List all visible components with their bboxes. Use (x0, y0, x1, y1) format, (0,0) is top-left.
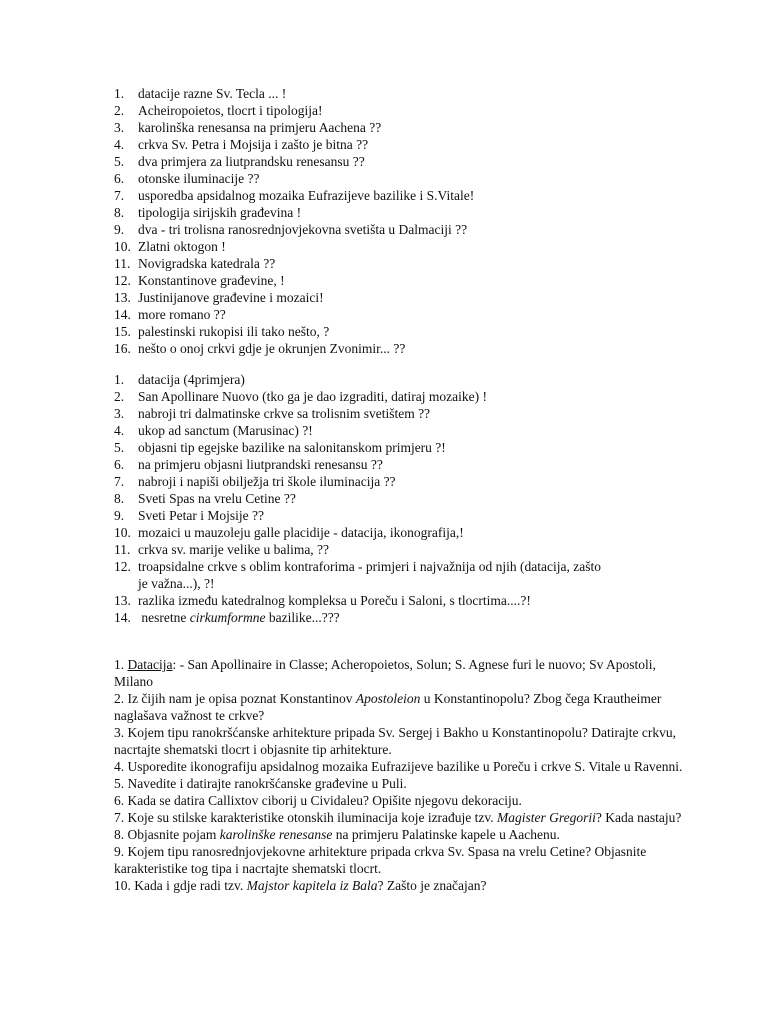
list-item (114, 609, 694, 626)
list-item (114, 238, 694, 255)
item-text-continuation: je važna...), ?! (138, 576, 215, 591)
list-item (114, 323, 694, 340)
item-text-post: na primjeru Palatinske kapele u Aachenu. (332, 827, 560, 842)
item-number: 1. (114, 372, 125, 387)
item-number: 13. (114, 290, 131, 305)
item-text: mozaici u mauzoleju galle placidije - datacija, ikonografija,! (138, 525, 464, 540)
list-item (114, 255, 694, 272)
item-text: palestinski rukopisi ili tako nešto, ? (138, 324, 330, 339)
item-text: razlika između katedralnog kompleksa u Poreču i Saloni, s tlocrtima....?! (138, 593, 531, 608)
list-item (114, 558, 694, 592)
item-text: nešto o onoj crkvi gdje je okrunjen Zvonimir... ?? (138, 341, 406, 356)
item-text-italic: cirkumformne (189, 610, 266, 625)
item-lead-underlined: Datacija (127, 657, 173, 672)
item-text: Sveti Petar i Mojsije ?? (138, 508, 264, 523)
list-item (114, 153, 694, 170)
list-item (114, 136, 694, 153)
item-number: 7. (114, 810, 125, 825)
item-number: 3. (114, 120, 125, 135)
item-text-italic: Magister Gregorii (497, 810, 596, 825)
list-item (114, 405, 694, 422)
item-number: 14. (114, 610, 131, 625)
list-item (114, 524, 694, 541)
item-text: tipologija sirijskih građevina ! (138, 205, 302, 220)
item-text: San Apollinare Nuovo (tko ga je dao izgraditi, datiraj mozaike) ! (138, 389, 488, 404)
item-text-pre: nesretne (138, 610, 190, 625)
item-text: datacije razne Sv. Tecla ... ! (138, 86, 287, 101)
item-text: Justinijanove građevine i mozaici! (138, 290, 324, 305)
item-number: 6. (114, 793, 125, 808)
item-text: na primjeru objasni liutprandski renesansu ?? (138, 457, 383, 472)
item-number: 11. (114, 256, 131, 271)
item-text: Sveti Spas na vrelu Cetine ?? (138, 491, 296, 506)
item-number: 15. (114, 324, 131, 339)
item-number: 2. (114, 103, 125, 118)
item-text: : - San Apollinaire in Classe; Acheropoietos, Solun; S. Agnese furi le nuovo; Sv Apostoli, Milano (114, 657, 656, 689)
list-item (114, 170, 694, 187)
item-text-pre: Objasnite pojam (127, 827, 220, 842)
question-item (114, 758, 694, 775)
item-text-italic: karolinške renesanse (219, 827, 333, 842)
item-number: 3. (114, 725, 125, 740)
item-text: otonske iluminacije ?? (138, 171, 260, 186)
item-number: 5. (114, 154, 125, 169)
item-text: Novigradska katedrala ?? (138, 256, 276, 271)
item-text: ukop ad sanctum (Marusinac) ?! (138, 423, 313, 438)
item-text: crkva Sv. Petra i Mojsija i zašto je bitna ?? (138, 137, 369, 152)
item-number: 10. (114, 878, 131, 893)
item-text: datacija (4primjera) (138, 372, 245, 387)
question-item (114, 826, 694, 843)
item-text: karolinška renesansa na primjeru Aachena ?? (138, 120, 382, 135)
list-item (114, 490, 694, 507)
item-number: 9. (114, 508, 125, 523)
item-text: troapsidalne crkve s oblim kontraforima - primjeri i najvažnija od njih (datacija, zašto (138, 559, 601, 574)
item-text: Navedite i datirajte ranokršćanske građevine u Puli. (127, 776, 407, 791)
item-number: 1. (114, 86, 125, 101)
item-text: Kada se datira Callixtov ciborij u Cividaleu? Opišite njegovu dekoraciju. (127, 793, 522, 808)
list-item (114, 507, 694, 524)
item-text: nabroji tri dalmatinske crkve sa trolisnim svetištem ?? (138, 406, 431, 421)
item-number: 8. (114, 205, 125, 220)
item-text-italic: Apostoleion (355, 691, 421, 706)
list-item (114, 371, 694, 388)
item-number: 4. (114, 423, 125, 438)
list-item (114, 289, 694, 306)
list-item (114, 388, 694, 405)
item-number: 8. (114, 827, 125, 842)
item-text: Kojem tipu ranokršćanske arhitekture pripada Sv. Sergej i Bakho u Konstantinopolu? Datirajte crkvu, nacrtajte shematski tlocrt i objasnite tip arhitekture. (114, 725, 676, 757)
item-text-pre: Iz čijih nam je opisa poznat Konstantinov (127, 691, 356, 706)
list-item (114, 456, 694, 473)
item-text: Usporedite ikonografiju apsidalnog mozaika Eufrazijeve bazilike u Poreču i crkve S. Vitale u Ravenni. (127, 759, 683, 774)
list-item (114, 439, 694, 456)
list-item (114, 592, 694, 609)
item-number: 3. (114, 406, 125, 421)
item-text-post: u Konstantinopolu? Zbog čega Krautheimer naglašava važnost te crkve? (114, 691, 662, 723)
list-item (114, 340, 694, 357)
item-text-post: ? Kada nastaju? (595, 810, 682, 825)
item-number: 14. (114, 307, 131, 322)
item-text: dva primjera za liutprandsku renesansu ?? (138, 154, 365, 169)
exam-questions-list (114, 656, 694, 894)
list-item (114, 473, 694, 490)
question-item (114, 690, 694, 724)
list-item (114, 187, 694, 204)
item-number: 6. (114, 171, 125, 186)
question-item (114, 792, 694, 809)
item-text: Kojem tipu ranosrednjovjekovne arhitekture pripada crkva Sv. Spasa na vrelu Cetine? Objasnite karakteristike tog tipa i nacrtajte shematski tlocrt. (114, 844, 647, 876)
item-number: 8. (114, 491, 125, 506)
item-number: 7. (114, 188, 125, 203)
item-number: 12. (114, 559, 131, 574)
item-text: Acheiropoietos, tlocrt i tipologija! (138, 103, 323, 118)
item-number: 2. (114, 691, 125, 706)
item-text-pre: Koje su stilske karakteristike otonskih iluminacija koje izrađuje tzv. (127, 810, 498, 825)
item-number: 7. (114, 474, 125, 489)
item-text: usporedba apsidalnog mozaika Eufrazijeve bazilike i S.Vitale! (138, 188, 475, 203)
item-number: 9. (114, 222, 125, 237)
item-text: nabroji i napiši obilježja tri škole iluminacija ?? (138, 474, 396, 489)
item-text: Konstantinove građevine, ! (138, 273, 285, 288)
list-item (114, 541, 694, 558)
list-item (114, 204, 694, 221)
question-item (114, 809, 694, 826)
item-number: 6. (114, 457, 125, 472)
item-number: 4. (114, 137, 125, 152)
question-item (114, 843, 694, 877)
question-item (114, 724, 694, 758)
item-text-post: bazilike...??? (265, 610, 340, 625)
list-item (114, 119, 694, 136)
item-number: 5. (114, 776, 125, 791)
list-item (114, 102, 694, 119)
list-item (114, 306, 694, 323)
item-number: 10. (114, 525, 131, 540)
question-item (114, 656, 694, 690)
item-text: Zlatni oktogon ! (138, 239, 226, 254)
item-number: 13. (114, 593, 131, 608)
question-item (114, 775, 694, 792)
item-number: 5. (114, 440, 125, 455)
list-item (114, 422, 694, 439)
item-text-italic: Majstor kapitela iz Bala (246, 878, 378, 893)
item-number: 11. (114, 542, 131, 557)
item-text-pre: Kada i gdje radi tzv. (134, 878, 247, 893)
item-text: crkva sv. marije velike u balima, ?? (138, 542, 330, 557)
question-item (114, 877, 694, 894)
list-item (114, 221, 694, 238)
item-number: 2. (114, 389, 125, 404)
item-number: 16. (114, 341, 131, 356)
list-item (114, 85, 694, 102)
item-text: objasni tip egejske bazilike na salonitanskom primjeru ?! (138, 440, 446, 455)
exam-topics-list-2 (114, 371, 694, 626)
item-number: 12. (114, 273, 131, 288)
item-number: 4. (114, 759, 125, 774)
item-text: dva - tri trolisna ranosrednjovjekovna svetišta u Dalmaciji ?? (138, 222, 468, 237)
item-number: 10. (114, 239, 131, 254)
exam-topics-list-1 (114, 85, 694, 357)
item-number: 9. (114, 844, 125, 859)
item-text: more romano ?? (138, 307, 226, 322)
item-number: 1. (114, 657, 125, 672)
list-item (114, 272, 694, 289)
item-text-post: ? Zašto je značajan? (377, 878, 487, 893)
